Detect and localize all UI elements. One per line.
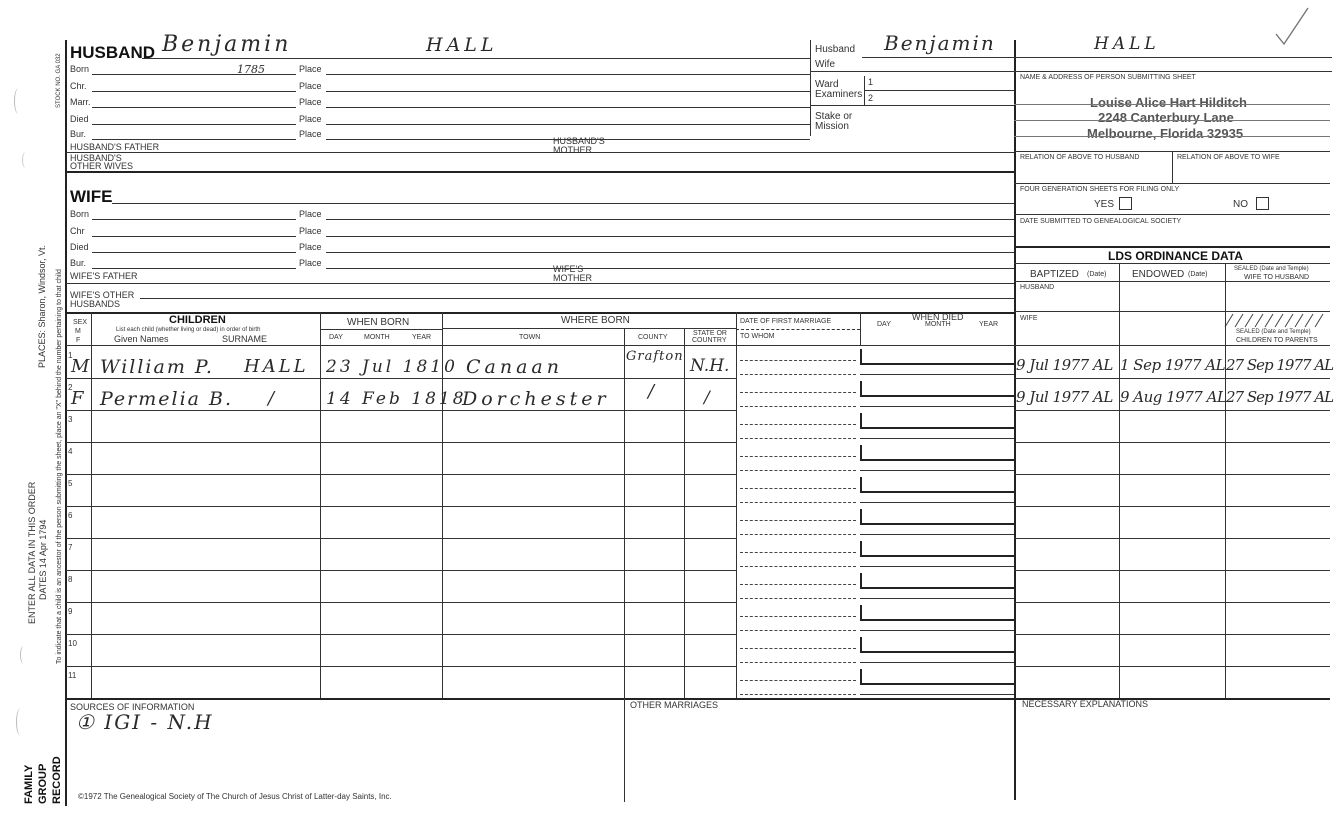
lds-row-divider: [1014, 538, 1330, 539]
child-state[interactable]: N.H.: [690, 356, 730, 376]
husband-mother-label-1: HUSBAND'S: [553, 136, 605, 146]
header-husband-line: [862, 57, 1332, 58]
marriage-dash-line-2: [740, 374, 856, 375]
ward-label: Ward: [815, 79, 839, 90]
stake-label-2: Mission: [815, 121, 849, 132]
died-bracket: [860, 381, 1016, 397]
date-submitted-bottom: [1014, 246, 1330, 248]
husband-other-wives-label-1: HUSBAND'S: [70, 153, 122, 163]
sex-header: SEX: [73, 319, 88, 326]
family-group-label-3: RECORD: [51, 756, 63, 804]
col-state-divider: [684, 329, 685, 699]
child-number: 8: [68, 575, 73, 584]
marriage-dash-line-2: [740, 630, 856, 631]
died-line: [860, 566, 1014, 567]
when-born-header: WHEN BORN: [347, 317, 410, 328]
husband-born-year[interactable]: 1785: [237, 63, 265, 76]
town-header: TOWN: [519, 334, 541, 341]
examiner-2-number: 2: [868, 93, 874, 103]
examiners-label: Examiners: [815, 89, 863, 100]
wife-3-place-label: Place: [299, 258, 322, 268]
baptized-header: BAPTIZED: [1030, 269, 1079, 280]
submitter-line-1: [1014, 104, 1330, 105]
first-marriage-sub-line: [736, 329, 860, 330]
child-number: 5: [68, 479, 73, 488]
wife-other-husbands-label-1: WIFE'S OTHER: [70, 290, 135, 300]
no-checkbox[interactable]: [1256, 197, 1269, 210]
binder-hole-2: [22, 152, 29, 168]
wife-label: WIFE: [70, 187, 113, 206]
child-born-date[interactable]: 14 Feb 1818: [326, 389, 467, 409]
died-bracket: [860, 445, 1016, 461]
child-town[interactable]: Canaan: [466, 356, 563, 378]
col-died-divider: [860, 312, 861, 346]
binder-hole-1: [14, 88, 23, 114]
wife-mother-label-2: MOTHER: [553, 273, 592, 283]
relation-divider: [1172, 151, 1173, 183]
died-bracket: [860, 349, 1016, 365]
died-line: [860, 534, 1014, 535]
binder-hole-3: [20, 646, 27, 664]
left-border: [65, 40, 67, 806]
lds-row-divider: [1014, 602, 1330, 603]
dates-note: DATES 14 Apr 1794: [38, 519, 48, 600]
died-line: [860, 438, 1014, 439]
check-mark-icon: [1272, 4, 1312, 46]
examiner-1-number: 1: [868, 77, 874, 87]
stake-label-1: Stake or: [815, 111, 853, 122]
husband-2-date-line: [92, 107, 296, 108]
wife-0-place-label: Place: [299, 209, 322, 219]
child-surname[interactable]: /: [268, 388, 278, 409]
child-sex[interactable]: M: [71, 356, 90, 377]
header-husband-label: Husband: [815, 44, 856, 55]
lds-title-bottom: [1014, 263, 1330, 264]
husband-4-date-line: [92, 139, 296, 140]
died-bracket: [860, 541, 1016, 557]
when-born-sub-line: [320, 329, 442, 330]
marriage-dash-line-2: [740, 406, 856, 407]
stock-number: STOCK NO. GA 032: [56, 53, 62, 108]
lds-endowed-date[interactable]: 1 Sep 1977 AL: [1120, 356, 1226, 374]
born-month-header: MONTH: [364, 334, 390, 341]
child-number: 10: [68, 639, 77, 648]
header-wife-line: [810, 71, 1332, 72]
lds-wife-row-label: WIFE: [1020, 315, 1038, 322]
husband-4-place-label: Place: [299, 129, 322, 139]
child-row-divider: [66, 378, 736, 379]
lds-row-divider: [1014, 634, 1330, 635]
other-marriages-label: OTHER MARRIAGES: [630, 700, 719, 710]
wife-other-husbands-label-2: HUSBANDS: [70, 299, 121, 309]
lds-row-divider: [1014, 410, 1330, 411]
children-list-note: List each child (whether living or dead) in order of birth: [116, 327, 261, 333]
husband-2-label: Marr.: [70, 97, 91, 107]
wife-0-date-line: [92, 219, 296, 220]
places-note: PLACES: Sharon, Windsor, Vt.: [37, 244, 47, 368]
given-names-header: Given Names: [114, 334, 169, 344]
sex-header-f: F: [76, 337, 81, 344]
child-number: 9: [68, 607, 73, 616]
marriage-dash-line: [740, 488, 856, 489]
footer-divider: [624, 698, 625, 802]
sealed-wife-header-2: WIFE TO HUSBAND: [1244, 274, 1310, 281]
children-header-bottom: [66, 345, 1014, 346]
date-submitted-label: DATE SUBMITTED TO GENEALOGICAL SOCIETY: [1020, 218, 1182, 225]
child-number: 7: [68, 543, 73, 552]
submitter-city[interactable]: Melbourne, Florida 32935: [1087, 126, 1244, 141]
died-line: [860, 470, 1014, 471]
marriage-dash-line-2: [740, 502, 856, 503]
died-bracket: [860, 573, 1016, 589]
state-header-2: COUNTRY: [692, 337, 727, 344]
lds-sealed-date[interactable]: 27 Sep 1977 AL: [1226, 388, 1334, 406]
wife-mother-label-1: WIFE'S: [553, 264, 584, 274]
died-year-header: YEAR: [979, 321, 999, 328]
child-row-divider: [66, 570, 736, 571]
sex-header-m: M: [75, 328, 81, 335]
lds-baptized-date[interactable]: 9 Jul 1977 AL: [1016, 388, 1113, 406]
lds-husband-row-label: HUSBAND: [1020, 284, 1055, 291]
family-group-label-2: GROUP: [37, 763, 49, 804]
marriage-dash-line: [740, 616, 856, 617]
when-died-header: WHEN DIED: [912, 312, 964, 322]
binder-hole-4: [16, 708, 25, 736]
surname-header: SURNAME: [222, 334, 268, 344]
died-line: [860, 374, 1014, 375]
col-marriage-divider: [736, 312, 737, 699]
sealed-children-header-1: SEALED (Date and Temple): [1236, 329, 1311, 335]
wife-2-label: Died: [70, 242, 89, 252]
relation-bottom: [1014, 183, 1330, 184]
child-number: 3: [68, 415, 73, 424]
husband-0-date-line: [92, 74, 296, 75]
died-bracket: [860, 509, 1016, 525]
died-line: [860, 630, 1014, 631]
yes-label: YES: [1094, 199, 1115, 210]
died-bracket: [860, 477, 1016, 493]
child-born-date[interactable]: 23 Jul 1810: [326, 357, 458, 377]
child-row-divider: [66, 474, 736, 475]
submitter-street[interactable]: 2248 Canterbury Lane: [1098, 110, 1234, 125]
wife-2-place-label: Place: [299, 242, 322, 252]
husband-4-label: Bur.: [70, 129, 87, 139]
four-gen-label: FOUR GENERATION SHEETS FOR FILING ONLY: [1020, 186, 1180, 193]
born-year-header: YEAR: [412, 334, 432, 341]
child-given-name[interactable]: Permelia B.: [100, 388, 234, 410]
wife-other-husbands-line: [140, 298, 1014, 299]
husband-3-date-line: [92, 124, 296, 125]
sealed-children-header-2: CHILDREN TO PARENTS: [1236, 337, 1318, 344]
wife-0-label: Born: [70, 209, 90, 219]
child-number: 4: [68, 447, 73, 456]
sealed-hatching-icon: [1223, 313, 1329, 328]
explanations-label: NECESSARY EXPLANATIONS: [1022, 699, 1149, 709]
no-label: NO: [1233, 199, 1248, 210]
endowed-date-note: (Date): [1188, 271, 1208, 278]
submitter-line-3: [1014, 136, 1330, 137]
wife-3-place-line: [326, 268, 1014, 269]
lds-header-bottom: [1014, 281, 1330, 282]
lds-col-1: [1119, 263, 1120, 698]
header-husband-given[interactable]: Benjamin: [884, 31, 996, 55]
lds-wife-row-bottom: [1014, 345, 1330, 346]
lds-row-divider: [1014, 570, 1330, 571]
husband-name-line: [142, 58, 810, 59]
husband-mother-label-2: MOTHER: [553, 145, 592, 155]
examiners-mid-line: [864, 90, 1014, 91]
husband-1-label: Chr.: [70, 81, 87, 91]
husband-3-place-label: Place: [299, 114, 322, 124]
child-row-divider: [66, 506, 736, 507]
child-row-divider: [66, 602, 736, 603]
children-header: CHILDREN: [169, 314, 226, 326]
husband-3-place-line: [326, 124, 810, 125]
died-line: [860, 694, 1014, 695]
wife-2-date-line: [92, 252, 296, 253]
marriage-dash-line-2: [740, 694, 856, 695]
four-gen-bottom: [1014, 214, 1330, 215]
wife-1-date-line: [92, 236, 296, 237]
child-row-divider: [66, 538, 736, 539]
husband-1-place-line: [326, 91, 810, 92]
marriage-dash-line: [740, 392, 856, 393]
lds-col-2: [1225, 263, 1226, 698]
wife-3-label: Bur.: [70, 258, 87, 268]
first-marriage-header: DATE OF FIRST MARRIAGE: [740, 318, 832, 325]
husband-given-name[interactable]: Benjamin: [162, 32, 292, 57]
submitter-label: NAME & ADDRESS OF PERSON SUBMITTING SHEET: [1020, 74, 1196, 81]
marriage-dash-line-2: [740, 534, 856, 535]
header-husband-surname[interactable]: HALL: [1094, 34, 1160, 54]
marriage-dash-line-2: [740, 662, 856, 663]
relation-husband-label: RELATION OF ABOVE TO HUSBAND: [1020, 154, 1140, 161]
husband-2-place-label: Place: [299, 97, 322, 107]
marriage-dash-line: [740, 648, 856, 649]
husband-0-label: Born: [70, 64, 90, 74]
wife-1-label: Chr: [70, 226, 85, 236]
lds-sealed-date[interactable]: 27 Sep 1977 AL: [1226, 356, 1334, 374]
marriage-dash-line: [740, 520, 856, 521]
sources-value[interactable]: ① IGI - N.H: [76, 710, 214, 734]
husband-1-date-line: [92, 91, 296, 92]
child-given-name[interactable]: William P.: [100, 356, 214, 378]
wife-0-place-line: [326, 219, 1014, 220]
died-bracket: [860, 637, 1016, 653]
died-bracket: [860, 605, 1016, 621]
marriage-dash-line-2: [740, 438, 856, 439]
died-day-header: DAY: [877, 321, 891, 328]
husband-other-wives-label-2: OTHER WIVES: [70, 161, 134, 171]
child-row-divider: [66, 410, 736, 411]
husband-3-label: Died: [70, 114, 89, 124]
marriage-dash-line: [740, 584, 856, 585]
where-born-header: WHERE BORN: [561, 315, 630, 326]
child-number: 11: [68, 671, 77, 680]
ward-bottom-line: [810, 105, 1014, 106]
child-number: 6: [68, 511, 73, 520]
marriage-dash-line-2: [740, 598, 856, 599]
sources-label: SOURCES OF INFORMATION: [70, 702, 195, 712]
child-number: 2: [68, 383, 73, 392]
lds-row-divider: [1014, 506, 1330, 507]
baptized-date-note: (Date): [1087, 271, 1107, 278]
child-row-divider: [66, 634, 736, 635]
husband-father-line: [66, 152, 1014, 153]
col-county-divider: [624, 329, 625, 699]
county-header: COUNTY: [638, 334, 668, 341]
died-line: [860, 662, 1014, 663]
husband-0-place-line: [326, 74, 810, 75]
marriage-dash-line: [740, 424, 856, 425]
state-header-1: STATE OR: [693, 330, 727, 337]
wife-1-place-label: Place: [299, 226, 322, 236]
wife-2-place-line: [326, 252, 1014, 253]
to-whom-header: TO WHOM: [740, 333, 775, 340]
relation-wife-label: RELATION OF ABOVE TO WIFE: [1177, 154, 1280, 161]
header-wife-label: Wife: [815, 59, 835, 70]
lds-baptized-date[interactable]: 9 Jul 1977 AL: [1016, 356, 1113, 374]
child-town[interactable]: Dorchester: [462, 388, 610, 410]
wife-father-label: WIFE'S FATHER: [70, 271, 138, 281]
child-state[interactable]: /: [704, 388, 710, 408]
lds-row-divider: [1014, 474, 1330, 475]
submitter-line-2: [1014, 120, 1330, 121]
wife-1-place-line: [326, 236, 1014, 237]
lds-row-divider: [1014, 666, 1330, 667]
born-day-header: DAY: [329, 334, 343, 341]
husband-father-label: HUSBAND'S FATHER: [70, 142, 160, 152]
child-county[interactable]: Grafton: [626, 349, 684, 364]
died-bracket: [860, 413, 1016, 429]
yes-checkbox[interactable]: [1119, 197, 1132, 210]
husband-0-place-label: Place: [299, 64, 322, 74]
enter-all-note: ENTER ALL DATA IN THIS ORDER: [27, 481, 37, 624]
husband-2-place-line: [326, 107, 810, 108]
lds-row-divider: [1014, 442, 1330, 443]
marriage-dash-line-2: [740, 470, 856, 471]
marriage-dash-line: [740, 552, 856, 553]
wife-father-line: [66, 283, 1014, 284]
husband-surname[interactable]: HALL: [426, 34, 498, 56]
child-number: 1: [68, 351, 73, 360]
indicate-note: To indicate that a child is an ancestor of the person submitting the sheet, place an "X" behind the number pertaining to that child: [56, 269, 63, 664]
husband-1-place-label: Place: [299, 81, 322, 91]
lds-husband-row-bottom: [1014, 311, 1330, 312]
died-month-header: MONTH: [925, 321, 951, 328]
died-line: [860, 598, 1014, 599]
lds-endowed-date[interactable]: 9 Aug 1977 AL: [1120, 388, 1227, 406]
child-row-divider: [66, 666, 736, 667]
died-line: [860, 502, 1014, 503]
marriage-dash-line: [740, 360, 856, 361]
marriage-dash-line: [740, 680, 856, 681]
husband-label: HUSBAND: [70, 43, 155, 62]
child-sex[interactable]: F: [71, 388, 84, 409]
submitter-name[interactable]: Louise Alice Hart Hilditch: [1090, 95, 1247, 110]
wife-3-date-line: [92, 268, 296, 269]
family-group-label-1: FAMILY: [23, 764, 35, 804]
lds-row-divider: [1014, 378, 1330, 379]
child-surname[interactable]: HALL: [244, 356, 309, 377]
endowed-header: ENDOWED: [1132, 269, 1185, 280]
marriage-dash-line-2: [740, 566, 856, 567]
lds-title: LDS ORDINANCE DATA: [1108, 249, 1243, 263]
header-box-left: [810, 40, 811, 136]
died-line: [860, 406, 1014, 407]
marriage-dash-line: [740, 456, 856, 457]
husband-section-bottom: [66, 171, 1014, 173]
copyright: ©1972 The Genealogical Society of The Church of Jesus Christ of Latter-day Saints, Inc.: [78, 792, 392, 801]
sealed-wife-header-1: SEALED (Date and Temple): [1234, 266, 1309, 272]
wife-name-line: [112, 203, 1014, 204]
child-county[interactable]: /: [648, 381, 656, 402]
child-row-divider: [66, 442, 736, 443]
where-born-sub-line: [442, 328, 736, 329]
children-table-bottom: [66, 698, 1014, 700]
died-bracket: [860, 669, 1016, 685]
